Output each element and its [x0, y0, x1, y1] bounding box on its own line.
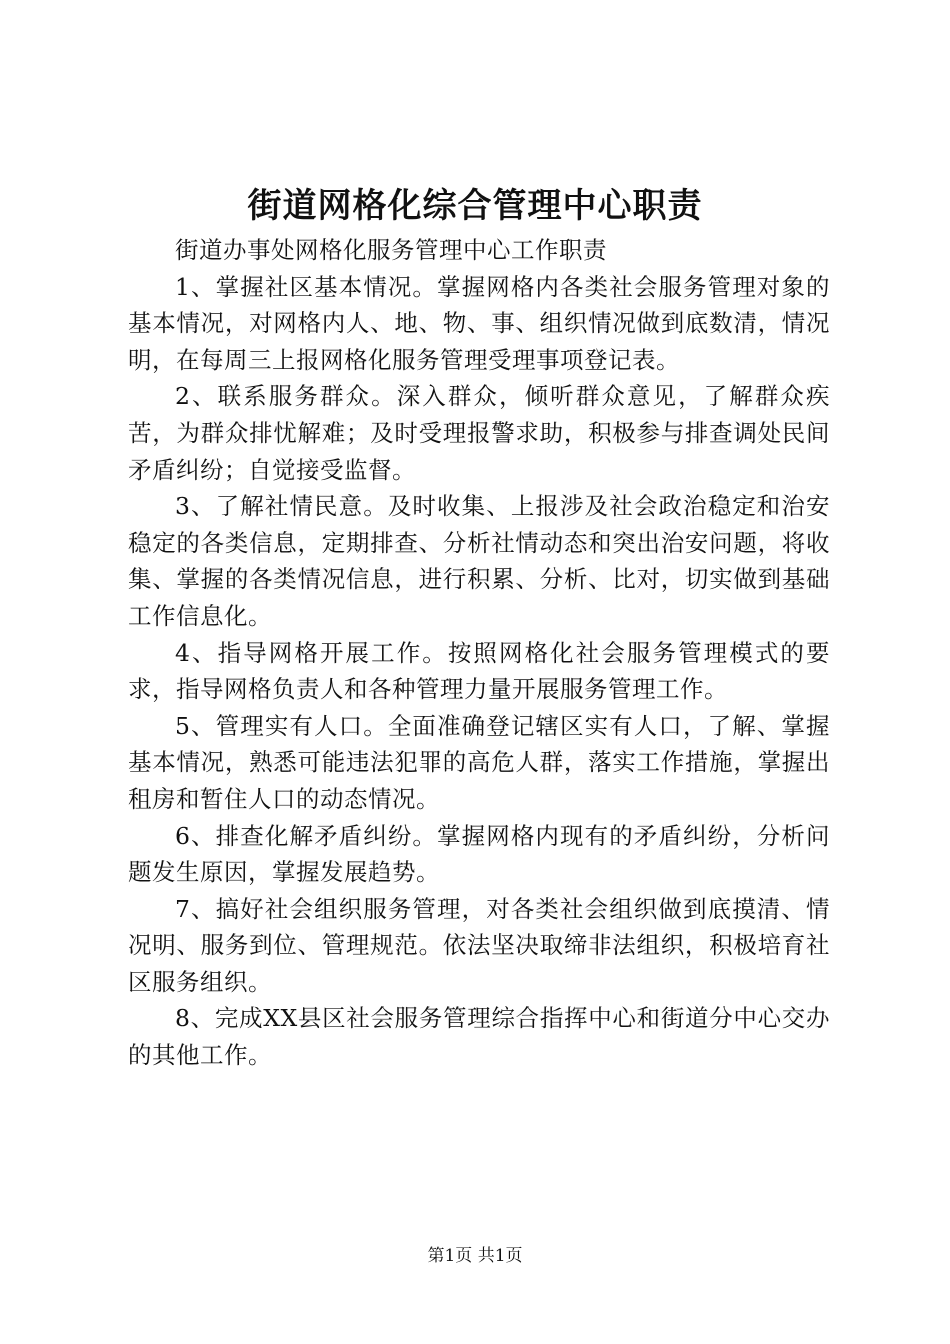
paragraph-duty-7: 7、搞好社会组织服务管理，对各类社会组织做到底摸清、情况明、服务到位、管理规范。依法坚决取缔非法组织，积极培育社区服务组织。: [128, 894, 830, 996]
document-body: [128, 232, 830, 1074]
page-footer: 第1页 共1页: [427, 1246, 523, 1266]
document-title: 街道网格化综合管理中心职责: [247, 186, 703, 226]
paragraph-duty-3: 3、了解社情民意。及时收集、上报涉及社会政治稳定和治安稳定的各类信息，定期排查、分析社情动态和突出治安问题，将收集、掌握的各类情况信息，进行积累、分析、比对，切实做到基础工作信息化。: [128, 492, 830, 630]
paragraph-duty-1: 1、掌握社区基本情况。掌握网格内各类社会服务管理对象的基本情况，对网格内人、地、物、事、组织情况做到底数清，情况明，在每周三上报网格化服务管理受理事项登记表。: [128, 272, 830, 374]
paragraph-duty-5: 5、管理实有人口。全面准确登记辖区实有人口，了解、掌握基本情况，熟悉可能违法犯罪的高危人群，落实工作措施，掌握出租房和暂住人口的动态情况。: [128, 711, 830, 813]
paragraph-duty-4: 4、指导网格开展工作。按照网格化社会服务管理模式的要求，指导网格负责人和各种管理力量开展服务管理工作。: [128, 638, 830, 704]
paragraph-duty-8: 8、完成XX县区社会服务管理综合指挥中心和街道分中心交办的其他工作。: [128, 1004, 830, 1070]
paragraph-duty-2: 2、联系服务群众。深入群众，倾听群众意见，了解群众疾苦，为群众排忧解难；及时受理报警求助，积极参与排查调处民间矛盾纠纷；自觉接受监督。: [128, 382, 830, 484]
paragraph-intro: 街道办事处网格化服务管理中心工作职责: [175, 236, 607, 264]
paragraph-duty-6: 6、排查化解矛盾纠纷。掌握网格内现有的矛盾纠纷，分析问题发生原因，掌握发展趋势。: [128, 821, 830, 887]
